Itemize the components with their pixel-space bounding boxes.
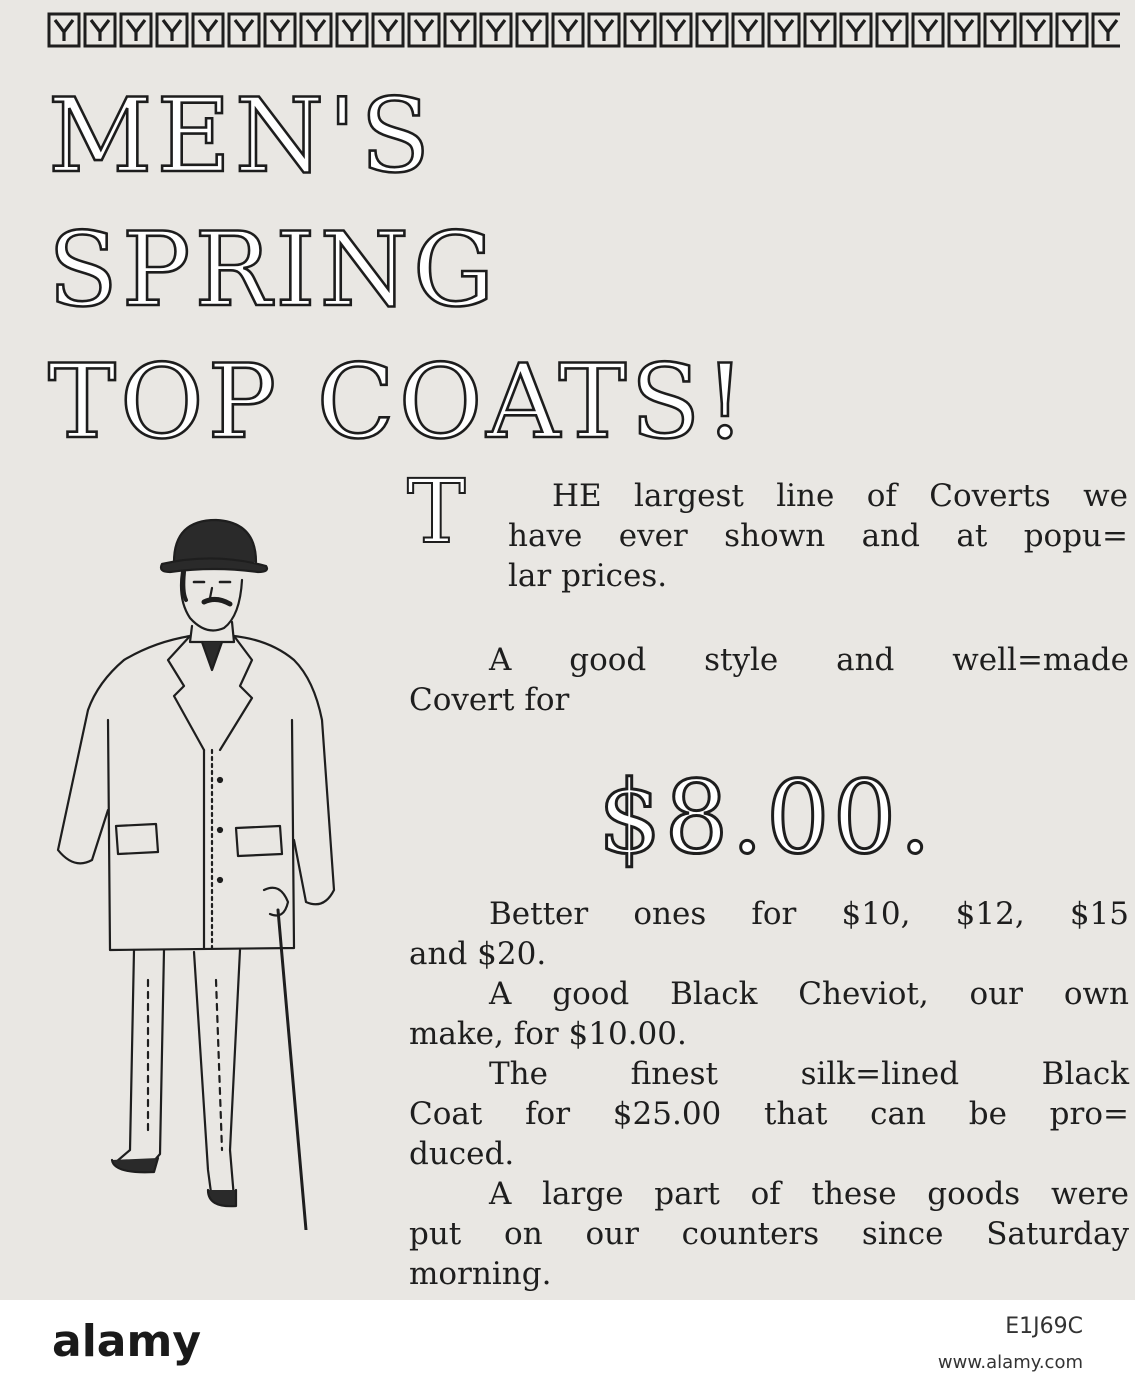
better-line-1: Better ones for $10, $12, $15 <box>489 896 1129 932</box>
headline-line-2: SPRING <box>48 211 499 330</box>
decorative-border-icon <box>46 8 1120 52</box>
intro-line-2: have ever shown and at popu= <box>508 518 1128 554</box>
goods-paragraph <box>409 1174 1129 1294</box>
better-line-2: and $20. <box>409 936 547 972</box>
intro-line-1: HE largest line of Coverts we <box>552 478 1128 514</box>
cheviot-paragraph <box>409 974 1129 1054</box>
footer-url: www.alamy.com <box>937 1352 1083 1373</box>
finest-line-1: The finest silk=lined Black <box>489 1056 1129 1092</box>
better-paragraph <box>409 894 1129 974</box>
image-id: E1J69C <box>1005 1314 1083 1339</box>
style-line-2: Covert for <box>409 682 570 718</box>
goods-line-3: morning. <box>409 1256 552 1292</box>
intro-line-3: lar prices. <box>508 558 668 594</box>
headline-line-1: MEN'S <box>48 77 435 196</box>
goods-line-1: A large part of these goods were <box>489 1176 1129 1212</box>
cheviot-line-2: make, for $10.00. <box>409 1016 687 1052</box>
drop-cap: T <box>407 460 466 563</box>
style-paragraph <box>409 640 1129 720</box>
price-label: $8.00. <box>598 759 935 876</box>
finest-line-2: Coat for $25.00 that can be pro= <box>409 1096 1129 1132</box>
finest-paragraph <box>409 1054 1129 1174</box>
goods-line-2: put on our counters since Saturday <box>409 1216 1129 1252</box>
headline-line-3: TOP COATS! <box>48 343 750 462</box>
alamy-logo: alamy <box>52 1316 201 1367</box>
finest-line-3: duced. <box>409 1136 515 1172</box>
intro-paragraph <box>508 476 1128 596</box>
style-line-1: A good style and well=made <box>489 642 1129 678</box>
man-in-topcoat-icon <box>44 510 344 1230</box>
cheviot-line-1: A good Black Cheviot, our own <box>489 976 1129 1012</box>
